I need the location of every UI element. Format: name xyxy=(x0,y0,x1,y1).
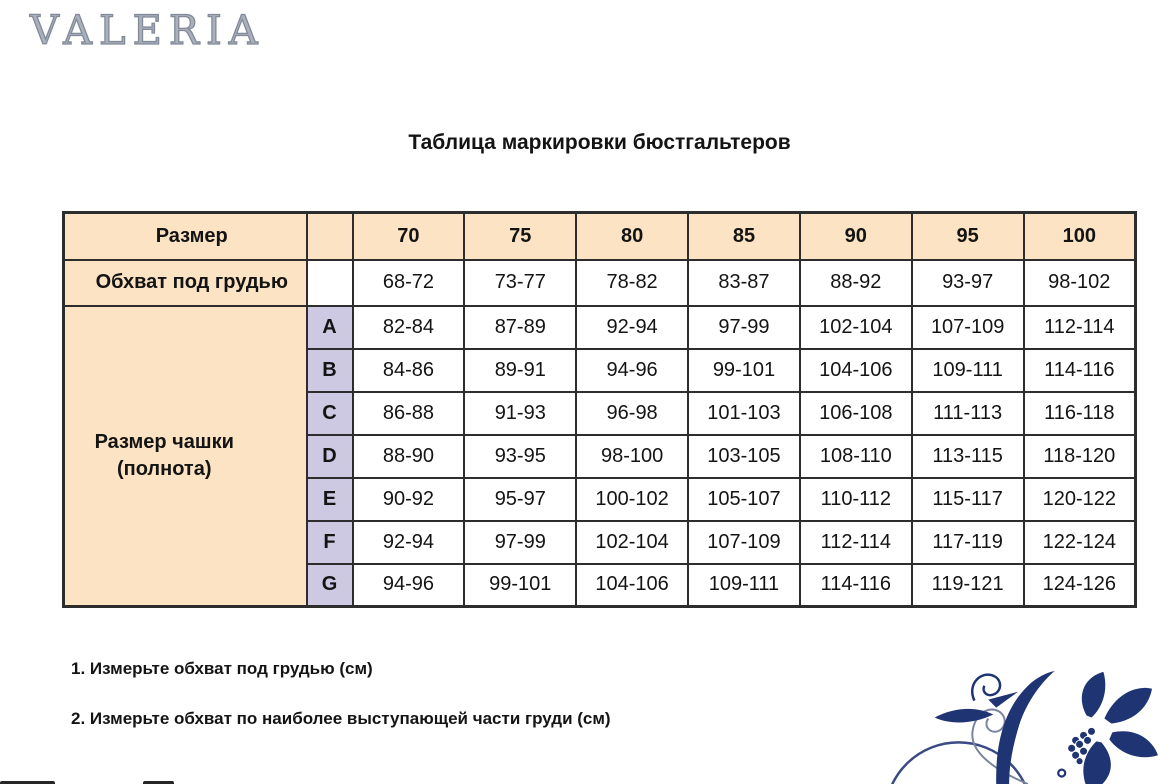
cup-value: 115-117 xyxy=(912,478,1024,521)
cup-value: 114-116 xyxy=(1024,349,1136,392)
underbust-value: 98-102 xyxy=(1024,260,1136,306)
cup-value: 117-119 xyxy=(912,521,1024,564)
cup-letter-F: F xyxy=(307,521,353,564)
cup-value: 103-105 xyxy=(688,435,800,478)
cup-value: 119-121 xyxy=(912,564,1024,607)
cup-value: 106-108 xyxy=(800,392,912,435)
band-size-80: 80 xyxy=(576,213,688,260)
cup-letter-E: E xyxy=(307,478,353,521)
cup-letter-C: C xyxy=(307,392,353,435)
cup-value: 95-97 xyxy=(464,478,576,521)
cup-value: 110-112 xyxy=(800,478,912,521)
cup-value: 94-96 xyxy=(576,349,688,392)
cup-value: 91-93 xyxy=(464,392,576,435)
band-size-70: 70 xyxy=(353,213,465,260)
cup-value: 124-126 xyxy=(1024,564,1136,607)
cup-value: 109-111 xyxy=(688,564,800,607)
cup-letter-G: G xyxy=(307,564,353,607)
underbust-value: 93-97 xyxy=(912,260,1024,306)
cup-value: 102-104 xyxy=(576,521,688,564)
cup-value: 92-94 xyxy=(353,521,465,564)
cup-value: 104-106 xyxy=(800,349,912,392)
cup-value: 113-115 xyxy=(912,435,1024,478)
cup-value: 99-101 xyxy=(464,564,576,607)
cup-value: 96-98 xyxy=(576,392,688,435)
cup-value: 97-99 xyxy=(688,306,800,349)
underbust-value: 83-87 xyxy=(688,260,800,306)
cup-value: 102-104 xyxy=(800,306,912,349)
cup-value: 112-114 xyxy=(1024,306,1136,349)
band-size-95: 95 xyxy=(912,213,1024,260)
underbust-row-label: Обхват под грудью xyxy=(64,260,307,306)
cup-value: 92-94 xyxy=(576,306,688,349)
brand-logo: VALERIA xyxy=(30,8,265,54)
spacer-cell xyxy=(307,260,353,306)
cup-value: 109-111 xyxy=(912,349,1024,392)
cup-value: 112-114 xyxy=(800,521,912,564)
page-title: Таблица маркировки бюстгальтеров xyxy=(408,131,791,154)
cup-value: 100-102 xyxy=(576,478,688,521)
cup-value: 86-88 xyxy=(353,392,465,435)
underbust-value: 78-82 xyxy=(576,260,688,306)
cup-value: 82-84 xyxy=(353,306,465,349)
size-header-row xyxy=(64,213,1136,260)
cup-letter-B: B xyxy=(307,349,353,392)
cup-row-A xyxy=(64,306,1136,349)
band-size-100: 100 xyxy=(1024,213,1136,260)
cup-value: 116-118 xyxy=(1024,392,1136,435)
cup-value: 107-109 xyxy=(912,306,1024,349)
cup-value: 89-91 xyxy=(464,349,576,392)
cup-value: 122-124 xyxy=(1024,521,1136,564)
cup-value: 114-116 xyxy=(800,564,912,607)
cup-value: 107-109 xyxy=(688,521,800,564)
size-row-label: Размер xyxy=(64,213,307,260)
cup-letter-A: A xyxy=(307,306,353,349)
cup-value: 88-90 xyxy=(353,435,465,478)
bra-size-table xyxy=(62,211,1137,608)
cup-value: 84-86 xyxy=(353,349,465,392)
cup-value: 101-103 xyxy=(688,392,800,435)
cup-section-label: Размер чашки (полнота) xyxy=(64,306,307,607)
cup-value: 87-89 xyxy=(464,306,576,349)
cup-value: 105-107 xyxy=(688,478,800,521)
spacer-cell xyxy=(307,213,353,260)
cup-value: 118-120 xyxy=(1024,435,1136,478)
instruction-item-2: 2. Измерьте обхват по наиболее выступающей части груди (см) xyxy=(71,709,611,728)
underbust-row xyxy=(64,260,1136,306)
floral-flourish-icon xyxy=(876,655,1173,784)
cup-value: 108-110 xyxy=(800,435,912,478)
underbust-value: 88-92 xyxy=(800,260,912,306)
cup-value: 120-122 xyxy=(1024,478,1136,521)
cup-value: 90-92 xyxy=(353,478,465,521)
underbust-value: 73-77 xyxy=(464,260,576,306)
cup-value: 93-95 xyxy=(464,435,576,478)
cup-value: 111-113 xyxy=(912,392,1024,435)
cup-letter-D: D xyxy=(307,435,353,478)
underbust-value: 68-72 xyxy=(353,260,465,306)
instruction-item-1: 1. Измерьте обхват под грудью (см) xyxy=(71,659,373,678)
cup-value: 104-106 xyxy=(576,564,688,607)
cup-value: 98-100 xyxy=(576,435,688,478)
band-size-90: 90 xyxy=(800,213,912,260)
band-size-85: 85 xyxy=(688,213,800,260)
cup-value: 99-101 xyxy=(688,349,800,392)
cup-value: 97-99 xyxy=(464,521,576,564)
cup-value: 94-96 xyxy=(353,564,465,607)
band-size-75: 75 xyxy=(464,213,576,260)
